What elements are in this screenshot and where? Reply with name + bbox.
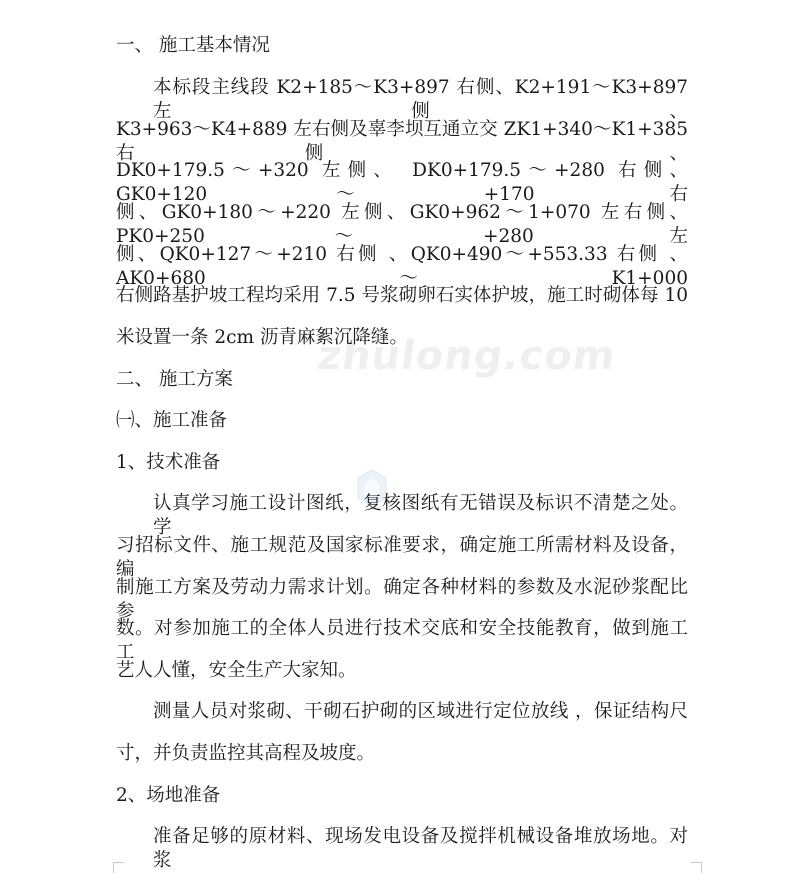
paragraph-line: 米设置一条 2cm 沥青麻絮沉降缝。 xyxy=(116,327,408,348)
paragraph-line: 制施工方案及劳动力需求计划。确定各种材料的参数及水泥砂浆配比参 xyxy=(116,577,688,622)
paragraph-line: 右侧路基护坡工程均采用 7.5 号浆砌卵石实体护坡，施工时砌体每 10 xyxy=(116,285,688,306)
paragraph-line: 艺人人懂，安全生产大家知。 xyxy=(116,660,357,681)
paragraph-line: DK0+179.5～+320 左侧、 DK0+179.5～+280 右侧、 GK0+120～+170 右 xyxy=(116,160,688,205)
paragraph-line: K3+963～K4+889 左右侧及辜李坝互通立交 ZK1+340～K1+385 右侧 、 xyxy=(116,119,688,164)
paragraph-line: 数。对参加施工的全体人员进行技术交底和安全技能教育，做到施工工 xyxy=(116,618,688,663)
heading-subsection: ㈠、施工准备 xyxy=(116,410,228,431)
paragraph-line: 认真学习施工设计图纸，复核图纸有无错误及标识不清楚之处。学 xyxy=(153,493,688,538)
paragraph-line: 本标段主线段 K2+185～K3+897 右侧、K2+191～K3+897 左侧、 xyxy=(153,77,688,122)
watermark: zhulong.com xyxy=(314,333,619,379)
paragraph-line: 侧、GK0+180～+220 左侧、GK0+962～1+070 左右侧、PK0+250～+280 左 xyxy=(116,202,688,247)
heading-item-2: 2、场地准备 xyxy=(116,785,221,806)
heading-section-1: 一、 施工基本情况 xyxy=(116,35,270,56)
paragraph-line: 寸，并负责监控其高程及坡度。 xyxy=(116,743,376,764)
page-corner-mark xyxy=(691,862,702,873)
paragraph-line: 侧、QK0+127～+210 右侧 、QK0+490～+553.33 右侧 、AK0+680～K1+000 xyxy=(116,244,688,289)
heading-item-1: 1、技术准备 xyxy=(116,452,221,473)
paragraph-line: 测量人员对浆砌、干砌石护砌的区域进行定位放线 ，保证结构尺 xyxy=(153,701,688,722)
paragraph-line: 准备足够的原材料、现场发电设备及搅拌机械设备堆放场地。对浆 xyxy=(153,826,688,871)
heading-section-2: 二、 施工方案 xyxy=(116,369,233,390)
paragraph-line: 习招标文件、施工规范及国家标准要求，确定施工所需材料及设备，编 xyxy=(116,535,688,580)
page-corner-mark xyxy=(113,862,124,873)
